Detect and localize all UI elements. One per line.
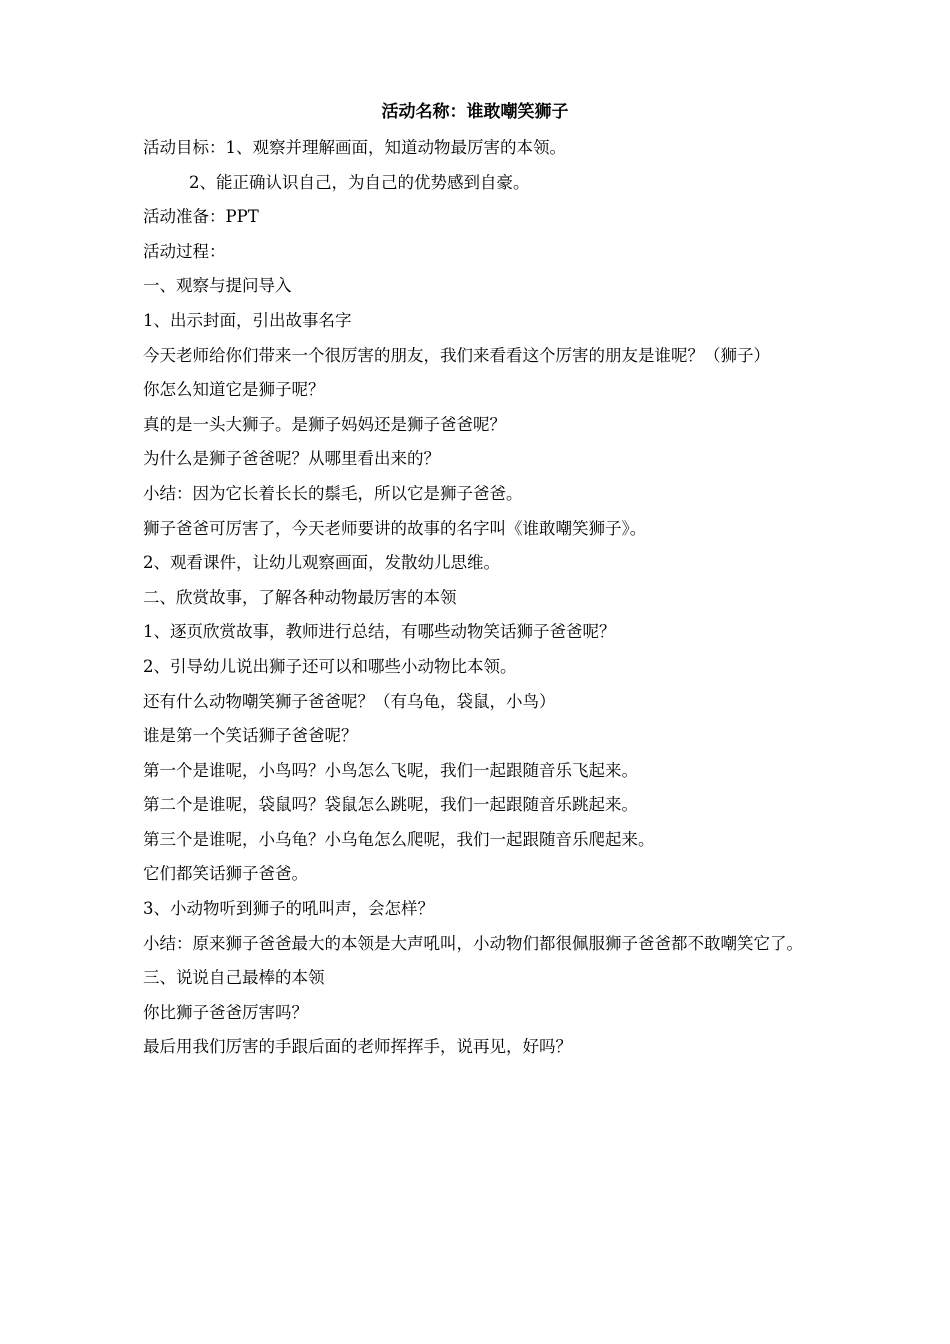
section-3-heading: 三、说说自己最棒的本领 xyxy=(143,968,325,988)
paragraph-line: 狮子爸爸可厉害了，今天老师要讲的故事的名字叫《谁敢嘲笑狮子》。 xyxy=(143,518,647,538)
paragraph-line: 今天老师给你们带来一个很厉害的朋友，我们来看看这个厉害的朋友是谁呢？（狮子） xyxy=(143,345,770,365)
goal-line-2: 2、能正确认识自己，为自己的优势感到自豪。 xyxy=(189,172,530,192)
step-1-1: 1、出示封面，引出故事名字 xyxy=(143,310,352,330)
paragraph-line: 还有什么动物嘲笑狮子爸爸呢？（有乌龟，袋鼠，小鸟） xyxy=(143,691,556,711)
paragraph-line: 最后用我们厉害的手跟后面的老师挥挥手，说再见，好吗？ xyxy=(143,1037,572,1057)
paragraph-line: 你怎么知道它是狮子呢？ xyxy=(143,380,325,400)
section-2-heading: 二、欣赏故事，了解各种动物最厉害的本领 xyxy=(143,587,457,607)
paragraph-line: 它们都笑话狮子爸爸。 xyxy=(143,864,308,884)
paragraph-line: 谁是第一个笑话狮子爸爸呢？ xyxy=(143,726,358,746)
document-body xyxy=(143,131,868,1065)
activity-title: 活动名称：谁敢嘲笑狮子 xyxy=(381,102,569,122)
step-1-2: 2、观看课件，让幼儿观察画面，发散幼儿思维。 xyxy=(143,553,500,573)
paragraph-line: 第一个是谁呢，小鸟吗？小鸟怎么飞呢，我们一起跟随音乐飞起来。 xyxy=(143,760,638,780)
paragraph-line: 真的是一头大狮子。是狮子妈妈还是狮子爸爸呢？ xyxy=(143,414,506,434)
summary-line: 小结：因为它长着长长的鬃毛，所以它是狮子爸爸。 xyxy=(143,483,523,503)
step-2-2: 2、引导幼儿说出狮子还可以和哪些小动物比本领。 xyxy=(143,656,517,676)
paragraph-line: 第三个是谁呢，小乌龟？小乌龟怎么爬呢，我们一起跟随音乐爬起来。 xyxy=(143,829,655,849)
paragraph-line: 你比狮子爸爸厉害吗？ xyxy=(143,1002,308,1022)
paragraph-line: 为什么是狮子爸爸呢？从哪里看出来的？ xyxy=(143,449,440,469)
paragraph-line: 第二个是谁呢，袋鼠吗？袋鼠怎么跳呢，我们一起跟随音乐跳起来。 xyxy=(143,795,638,815)
goal-line-1: 活动目标：1、观察并理解画面，知道动物最厉害的本领。 xyxy=(143,138,566,157)
step-2-1: 1、逐页欣赏故事，教师进行总结，有哪些动物笑话狮子爸爸呢？ xyxy=(143,622,616,642)
section-1-heading: 一、观察与提问导入 xyxy=(143,276,292,296)
process-heading: 活动过程： xyxy=(143,241,226,261)
step-2-3: 3、小动物听到狮子的吼叫声，会怎样？ xyxy=(143,899,434,919)
summary-paragraph: 小结：原来狮子爸爸最大的本领是大声吼叫，小动物们都很佩服狮子爸爸都不敢嘲笑它了。 xyxy=(143,933,803,953)
preparation-line: 活动准备：PPT xyxy=(143,207,259,227)
